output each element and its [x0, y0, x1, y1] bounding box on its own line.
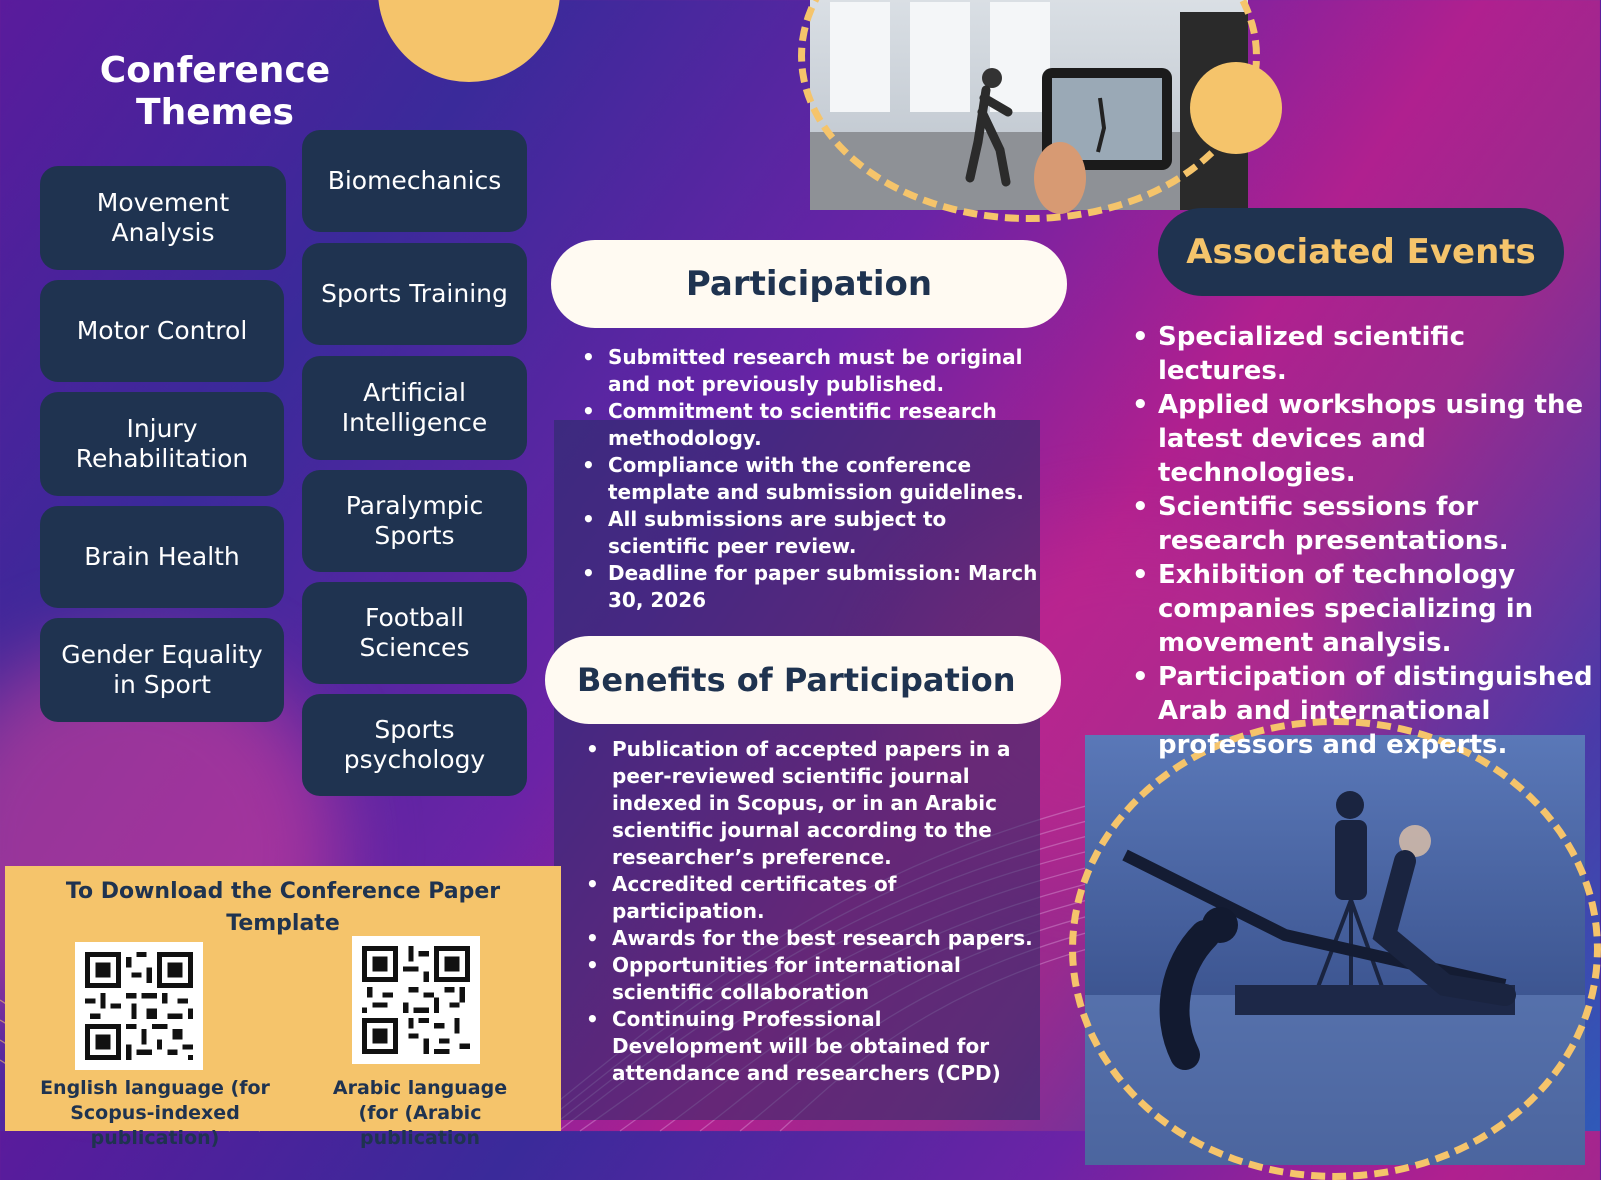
participation-list [578, 344, 1038, 614]
participation-heading [551, 240, 1067, 328]
event-item: • Applied workshops using the latest devices and technologies. [1128, 388, 1600, 490]
theme-movement-analysis: Movement Analysis [40, 166, 286, 270]
english-template-qr-code[interactable] [75, 942, 203, 1070]
associated-events-list [1128, 320, 1600, 762]
theme-football-sciences: Football Sciences [302, 582, 527, 684]
dashed-ring-decoration [1069, 718, 1601, 1180]
download-title: To Download the Conference Paper Template [65, 879, 501, 936]
theme-sports-psychology: Sports psychology [302, 694, 527, 796]
associated-events-heading: Associated Events [1158, 208, 1564, 296]
theme-paralympic-sports: Paralympic Sports [302, 470, 527, 572]
theme-artificial-intelligence: Artificial Intelligence [302, 356, 527, 460]
participation-item: • Commitment to scientific research methodology. [578, 398, 1038, 452]
arabic-template-qr-code[interactable] [352, 936, 480, 1064]
theme-sports-training: Sports Training [302, 243, 527, 345]
theme-gender-equality: Gender Equality in Sport [40, 618, 284, 722]
theme-biomechanics: Biomechanics [302, 130, 527, 232]
english-language-label: English language (for Scopus-indexed publication) [40, 1077, 270, 1149]
participation-item: • All submissions are subject to scientific peer review. [578, 506, 1038, 560]
download-template-box [5, 866, 561, 1149]
arabic-language-label: Arabic language (for (Arabic publication [332, 1077, 508, 1149]
participation-item: • Deadline for paper submission: March 30, 2026 [578, 560, 1038, 614]
benefits-item: • Awards for the best research papers. [582, 925, 1036, 952]
theme-injury-rehabilitation: Injury Rehabilitation [40, 392, 284, 496]
benefits-heading [545, 636, 1061, 724]
benefits-item: • Opportunities for international scientific collaboration [582, 952, 1036, 1006]
benefits-list [582, 736, 1036, 1087]
decorative-sun-circle [378, 0, 560, 82]
event-item: • Scientific sessions for research presentations. [1128, 490, 1600, 558]
benefits-heading-text: Benefits of Participation [577, 661, 1016, 699]
benefits-item: • Publication of accepted papers in a peer-reviewed scientific journal indexed in Scopus, or in an Arabic scientific journal according to the researcher’s preference. [582, 736, 1036, 871]
theme-brain-health: Brain Health [40, 506, 284, 608]
benefits-item: • Continuing Professional Development will be obtained for attendance and researchers (CPD) [582, 1006, 1036, 1087]
decorative-sun-circle [1190, 62, 1282, 154]
participation-item: • Compliance with the conference template and submission guidelines. [578, 452, 1038, 506]
participation-item: • Submitted research must be original and not previously published. [578, 344, 1038, 398]
participation-heading-text: Participation [685, 264, 933, 304]
theme-motor-control: Motor Control [40, 280, 284, 382]
themes-title: Conference Themes [99, 50, 331, 133]
benefits-item: • Accredited certificates of participation. [582, 871, 1036, 925]
event-item: • Exhibition of technology companies specializing in movement analysis. [1128, 558, 1600, 660]
event-item: • Participation of distinguished Arab and international professors and experts. [1128, 660, 1600, 762]
event-item: • Specialized scientific lectures. [1128, 320, 1600, 388]
